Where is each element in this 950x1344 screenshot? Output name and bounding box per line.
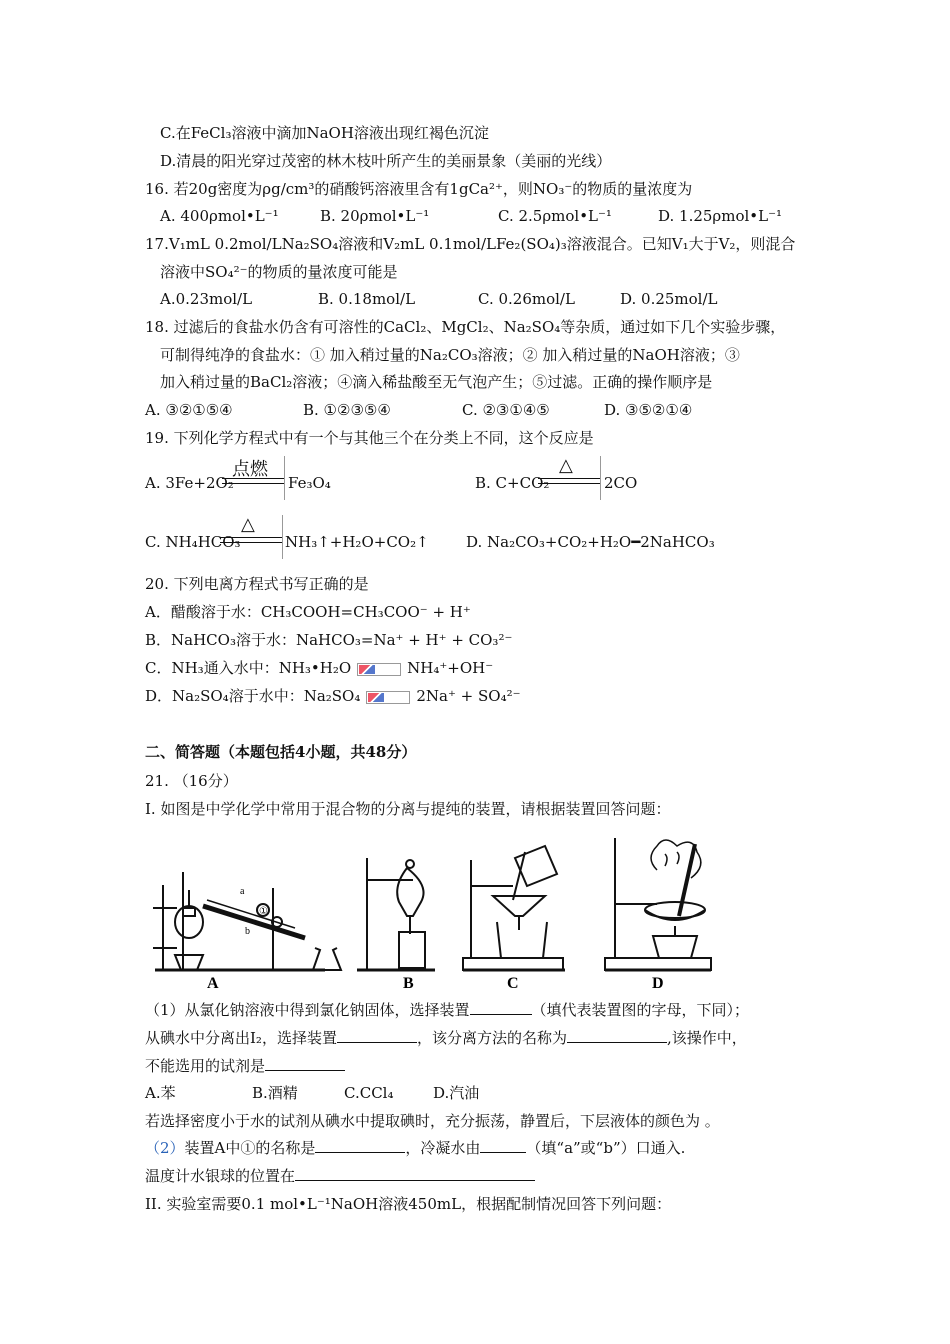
answer-blank[interactable] (337, 1028, 417, 1043)
apparatus-d (605, 838, 711, 970)
q19-b-reactants: B. C+CO₂ (475, 474, 550, 492)
q17-option-c: C. 0.26mol/L (478, 290, 575, 308)
q21-part-II: II. 实验室需要0.1 mol•L⁻¹NaOH溶液450mL，根据配制情况回答下列问题： (145, 1195, 672, 1213)
q21-1-text-post: （填代表装置图的字母，下同）； (531, 1001, 750, 1019)
apparatus-small-circle1: ① (259, 906, 268, 917)
q20-option-c (145, 658, 493, 678)
q18-stem-line1: 18. 过滤后的食盐水仍含有可溶性的CaCl₂、MgCl₂、Na₂SO₄等杂质，通过如下几个实验步骤， (145, 318, 786, 336)
apparatus-label-a: A (207, 975, 219, 992)
q20-option-a: A．醋酸溶于水：CH₃COOH=CH₃COO⁻ + H⁺ (145, 603, 471, 621)
q19-a-reactants: A. 3Fe+2O₂ (145, 474, 234, 492)
q19-c-equal-top (220, 537, 282, 538)
q18-option-b: B. ①②③⑤④ (303, 401, 391, 419)
q17-stem-line1: 17.V₁mL 0.2mol/LNa₂SO₄溶液和V₂mL 0.1mol/LFe₂(SO₄)₃溶液混合。已知V₁大于V₂，则混合 (145, 235, 796, 253)
q18-option-c: C. ②③①④⑤ (462, 401, 550, 419)
q21-1-text-pre: （1）从氯化钠溶液中得到氯化钠固体，选择装置 (145, 1001, 470, 1019)
q21-2-line2 (145, 1166, 535, 1186)
q21-option-a: A.苯 (145, 1084, 176, 1102)
q18-option-d: D. ③⑤②①④ (604, 401, 693, 419)
apparatus-small-a: a (240, 886, 245, 897)
q18-option-a: A. ③②①⑤④ (145, 401, 233, 419)
q20-c-left: C．NH₃通入水中：NH₃•H₂O (145, 659, 352, 677)
section-2-heading: 二、简答题（本题包括4小题，共48分） (145, 743, 417, 761)
answer-blank[interactable] (315, 1138, 405, 1153)
reversible-arrow-icon (357, 663, 401, 676)
q19-a-box-edge (284, 456, 285, 500)
q21-1-line3 (145, 1056, 345, 1076)
q21-1b-text-mid: ，该分离方法的名称为 (416, 1029, 567, 1047)
apparatus-a (153, 872, 341, 970)
q17-stem-line2: 溶液中SO₄²⁻的物质的量浓度可能是 (160, 263, 398, 281)
q19-stem: 19. 下列化学方程式中有一个与其他三个在分类上不同，这个反应是 (145, 429, 594, 447)
apparatus-label-d: D (652, 975, 664, 992)
answer-blank[interactable] (567, 1028, 667, 1043)
q21-heading: 21. （16分） (145, 772, 238, 790)
q21-option-b: B.酒精 (252, 1084, 298, 1102)
apparatus-label-c: C (507, 975, 519, 992)
apparatus-small-b: b (245, 926, 250, 937)
q19-c-products: NH₃↑+H₂O+CO₂↑ (285, 533, 429, 551)
q21-2-text-pre: 装置A中①的名称是 (184, 1139, 316, 1157)
q21-2-text-mid: ，冷凝水由 (405, 1139, 481, 1157)
q19-b-box-edge (600, 456, 601, 500)
q19-a-condition: 点燃 (232, 459, 268, 480)
q19-c-condition: △ (241, 514, 255, 535)
q19-a-products: Fe₃O₄ (288, 474, 331, 492)
q21-1-line4: 若选择密度小于水的试剂从碘水中提取碘时，充分振荡，静置后，下层液体的颜色为 。 (145, 1112, 720, 1130)
q19-a-equal-bottom (222, 483, 284, 484)
q21-1-line2 (145, 1028, 747, 1048)
q17-option-b: B. 0.18mol/L (318, 290, 416, 308)
apparatus-c (463, 846, 565, 970)
q21-1-line1 (145, 1000, 749, 1020)
q20-d-left: D．Na₂SO₄溶于水中：Na₂SO₄ (145, 687, 361, 705)
q15-option-d: D.清晨的阳光穿过茂密的林木枝叶所产生的美丽景象（美丽的光线） (160, 152, 612, 170)
apparatus-label-b: B (403, 975, 414, 992)
q20-option-b: B．NaHCO₃溶于水：NaHCO₃=Na⁺ + H⁺ + CO₃²⁻ (145, 631, 513, 649)
q21-option-d: D.汽油 (433, 1084, 480, 1102)
q21-part-I: I. 如图是中学化学中常用于混合物的分离与提纯的装置，请根据装置回答问题： (145, 800, 671, 818)
q19-b-equal-bottom (538, 483, 600, 484)
q21-1b-text-post: ,该操作中， (666, 1029, 747, 1047)
q21-2-text-post: （填“a”或“b”）口通入. (526, 1139, 686, 1157)
answer-blank[interactable] (295, 1166, 535, 1181)
q16-option-c: C. 2.5ρmol•L⁻¹ (498, 207, 612, 225)
q20-option-d (145, 686, 521, 706)
apparatus-b (357, 858, 435, 970)
q20-c-right: NH₄⁺+OH⁻ (407, 659, 494, 677)
q19-b-products: 2CO (604, 474, 638, 492)
q19-a-equal-top (222, 478, 284, 479)
q19-b-equal-top (538, 478, 600, 479)
q16-option-a: A. 400ρmol•L⁻¹ (160, 207, 279, 225)
q21-2-line1 (145, 1138, 685, 1158)
q16-option-b: B. 20ρmol•L⁻¹ (320, 207, 430, 225)
q18-stem-line3: 加入稍过量的BaCl₂溶液；④滴入稀盐酸至无气泡产生；⑤过滤。正确的操作顺序是 (160, 373, 713, 391)
q18-stem-line2: 可制得纯净的食盐水：① 加入稍过量的Na₂CO₃溶液；② 加入稍过量的NaOH溶液；③ (160, 346, 740, 364)
q21-option-c: C.CCl₄ (344, 1084, 394, 1102)
separation-apparatus-figure (145, 830, 715, 992)
q19-c-equal-bottom (220, 542, 282, 543)
q20-stem: 20. 下列电离方程式书写正确的是 (145, 575, 369, 593)
q21-1c-text-pre: 不能选用的试剂是 (145, 1057, 266, 1075)
q17-option-d: D. 0.25mol/L (620, 290, 718, 308)
q21-1b-text-pre: 从碘水中分离出I₂，选择装置 (145, 1029, 337, 1047)
q21-2b-text-pre: 温度计水银球的位置在 (145, 1167, 296, 1185)
answer-blank[interactable] (265, 1056, 345, 1071)
q16-stem: 16. 若20g密度为ρg/cm³的硝酸钙溶液里含有1gCa²⁺，则NO₃⁻的物质的量浓度为 (145, 180, 693, 198)
q19-option-d: D. Na₂CO₃+CO₂+H₂O━2NaHCO₃ (466, 533, 715, 551)
q17-option-a: A.0.23mol/L (160, 290, 253, 308)
q21-2-number: （2） (145, 1139, 185, 1157)
answer-blank[interactable] (480, 1138, 526, 1153)
q16-option-d: D. 1.25ρmol•L⁻¹ (658, 207, 783, 225)
answer-blank[interactable] (470, 1000, 532, 1015)
q19-b-condition: △ (559, 455, 573, 476)
q19-c-reactants: C. NH₄HCO₃ (145, 533, 241, 551)
q15-option-c: C.在FeCl₃溶液中滴加NaOH溶液出现红褐色沉淀 (160, 124, 489, 142)
q20-d-right: 2Na⁺ + SO₄²⁻ (416, 687, 521, 705)
reversible-arrow-icon (366, 691, 410, 704)
q19-c-box-edge (282, 515, 283, 559)
